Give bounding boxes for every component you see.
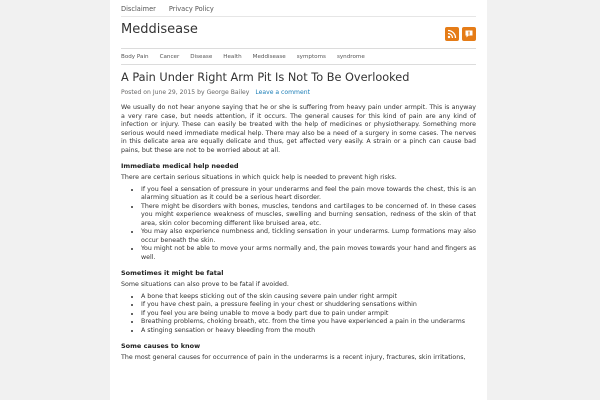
main-navigation <box>121 48 476 65</box>
section-heading: Immediate medical help needed <box>121 162 239 170</box>
post-meta <box>121 88 476 97</box>
menu-item-disease[interactable]: Disease <box>190 53 213 60</box>
list-item: • If you have chest pain, a pressure feeling in your chest or shuddering sensations within <box>141 301 476 310</box>
bullet-list <box>121 293 476 336</box>
section-heading: Sometimes it might be fatal <box>121 269 224 277</box>
menu-item-body-pain[interactable]: Body Pain <box>121 53 149 60</box>
list-item: • Breathing problems, choking breath, etc. from the time you have experienced a pain in the underarms <box>141 318 476 327</box>
menu-item-syndrome[interactable]: syndrome <box>336 53 365 60</box>
site-title[interactable]: Meddisease <box>121 22 198 37</box>
section-paragraph: Some situations can also prove to be fatal if avoided. <box>121 281 289 288</box>
meta-prefix: Posted on <box>121 89 151 96</box>
menu-item-health[interactable]: Health <box>223 53 242 60</box>
rss-icon[interactable] <box>445 27 459 41</box>
section-heading: Some causes to know <box>121 342 201 350</box>
list-item: • You might not be able to move your arms normally and, the pain moves towards your hand and fingers as well. <box>141 245 476 262</box>
article <box>121 65 476 363</box>
list-item: • If you feel a sensation of pressure in your underarms and feel the pain move towards the chest, this is an alarming situation as it could be a serious heart disorder. <box>141 186 476 203</box>
post-author[interactable]: George Bailey <box>206 89 250 96</box>
nav-link-disclaimer[interactable]: Disclaimer <box>121 4 156 13</box>
menu-item-meddisease[interactable]: Meddisease <box>252 53 286 60</box>
section-paragraph: The most general causes for occurrence of pain in the underarms is a recent injury, fractures, skin irritations, <box>121 354 466 361</box>
list-item: • You may also experience numbness and, tickling sensation in your underarms. Lump formations may also occur beneath the skin. <box>141 228 476 245</box>
intro-paragraph: We usually do not hear anyone saying that he or she is suffering from heavy pain under armpit. This is anyway a very rare case, but needs attention, if it occurs. The general causes for this kind of pain are any kind of infection or injury. These can easily be treated with the help of medicines or physiotherapy. Something more serious would need immediate medical help. There may also be a need of a surgery in some cases. The nerves in this delicate area are equally delicate and thus, get affected very easily. A strain or a pinch can cause bad pains, but these are not to be worried about at all. <box>121 104 476 154</box>
chat-icon[interactable] <box>462 27 476 41</box>
bullet-list <box>121 186 476 263</box>
menu-item-symptoms[interactable]: symptoms <box>296 53 326 60</box>
list-item: • A bone that keeps sticking out of the skin causing severe pain under right armpit <box>141 293 476 302</box>
header-icons <box>445 27 476 41</box>
page-container <box>110 0 487 400</box>
menu-item-cancer[interactable]: Cancer <box>159 53 180 60</box>
post-date[interactable]: June 29, 2015 <box>152 89 196 96</box>
list-item: • A stinging sensation or heavy bleeding from the mouth <box>141 327 476 336</box>
nav-link-privacy-policy[interactable]: Privacy Policy <box>168 4 214 13</box>
post-title: A Pain Under Right Arm Pit Is Not To Be Overlooked <box>121 71 410 84</box>
site-header <box>121 17 476 48</box>
list-item: • If you feel you are being unable to move a body part due to pain under armpit <box>141 310 476 319</box>
leave-comment-link[interactable]: Leave a comment <box>255 89 310 96</box>
section-paragraph: There are certain serious situations in which quick help is needed to prevent high risks. <box>121 174 397 181</box>
meta-by: by <box>197 89 205 96</box>
top-navigation <box>121 0 476 17</box>
list-item: • There might be disorders with bones, muscles, tendons and cartilages to be concerned of. In these cases you might experience weakness of muscles, swelling and burning sensation, redness of the skin of that area, skin color becoming different like bruised area, etc. <box>141 203 476 229</box>
